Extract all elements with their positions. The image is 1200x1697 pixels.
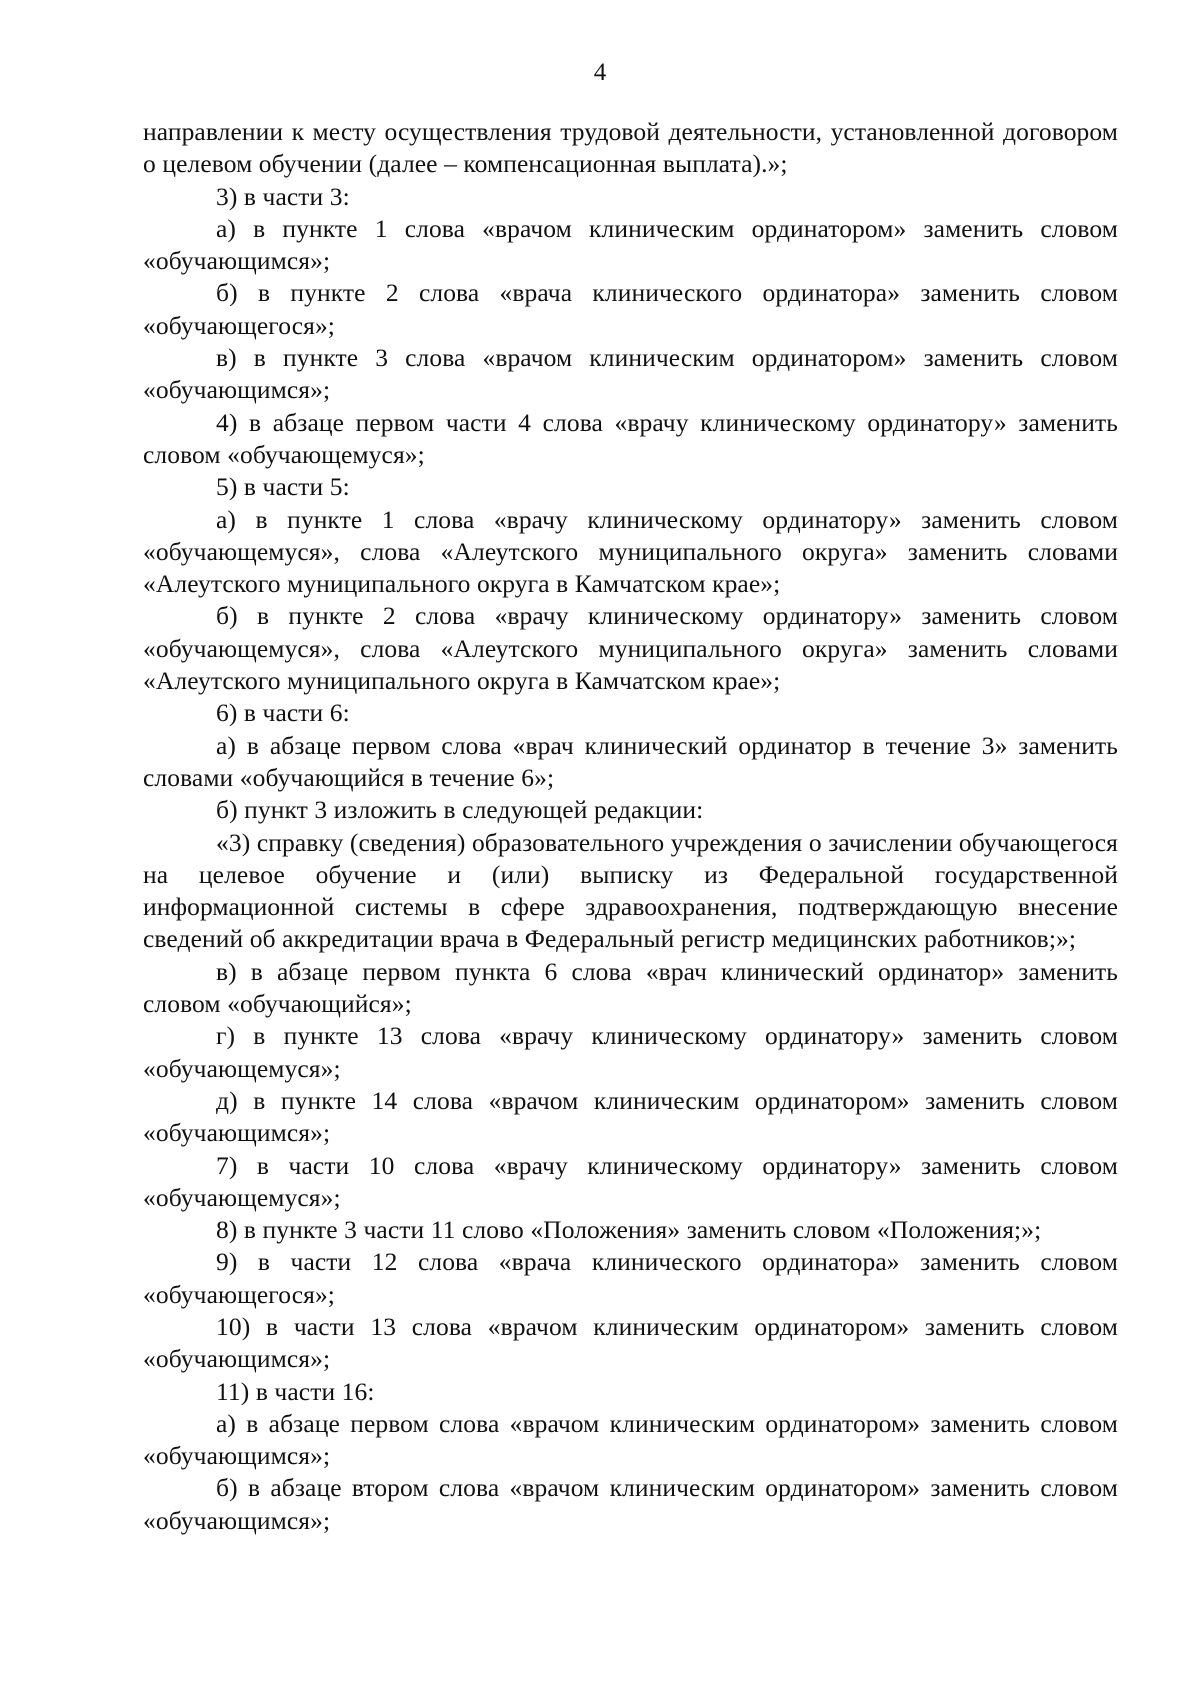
paragraph: г) в пункте 13 слова «врачу клиническому ординатору» заменить словом «обучающемуся»;: [143, 1021, 1118, 1083]
paragraph: б) пункт 3 изложить в следующей редакции:: [216, 795, 704, 825]
paragraph: 6) в части 6:: [216, 698, 350, 728]
paragraph: 3) в части 3:: [216, 181, 350, 211]
paragraph: 9) в части 12 слова «врача клинического ординатора» заменить словом «обучающегося»;: [143, 1247, 1118, 1309]
paragraph: 5) в части 5:: [216, 472, 350, 502]
paragraph: 11) в части 16:: [216, 1376, 375, 1406]
paragraph: а) в абзаце первом слова «врач клинический ординатор в течение 3» заменить словами «обучающийся в течение 6»;: [143, 730, 1118, 792]
paragraph: 8) в пункте 3 части 11 слово «Положения» заменить словом «Положения;»;: [216, 1215, 1042, 1245]
paragraph: а) в пункте 1 слова «врачу клиническому ординатору» заменить словом «обучающемуся», слова «Алеутского муниципального округа» заменить словами «Алеутского муниципального округа в Камчатском крае»;: [143, 504, 1118, 599]
document-body: [143, 116, 1118, 1537]
paragraph: а) в абзаце первом слова «врачом клиническим ординатором» заменить словом «обучающимся»;: [143, 1408, 1118, 1471]
paragraph: в) в абзаце первом пункта 6 слова «врач клинический ординатор» заменить словом «обучающийся»;: [143, 956, 1118, 1019]
paragraph: в) в пункте 3 слова «врачом клиническим ординатором» заменить словом «обучающимся»;: [143, 343, 1118, 405]
paragraph: б) в абзаце втором слова «врачом клиническим ординатором» заменить словом «обучающимся»;: [143, 1473, 1118, 1535]
paragraph: направлении к месту осуществления трудовой деятельности, установленной договором о целевом обучении (далее – компенсационная выплата).»;: [143, 117, 1118, 179]
paragraph: б) в пункте 2 слова «врача клинического ординатора» заменить словом «обучающегося»;: [143, 278, 1118, 340]
paragraph: 10) в части 13 слова «врачом клиническим ординатором» заменить словом «обучающимся»;: [143, 1311, 1118, 1374]
paragraph: 4) в абзаце первом части 4 слова «врачу клиническому ординатору» заменить словом «обучающемуся»;: [143, 407, 1118, 469]
paragraph: 7) в части 10 слова «врачу клиническому ординатору» заменить словом «обучающемуся»;: [143, 1150, 1118, 1212]
paragraph: д) в пункте 14 слова «врачом клиническим ординатором» заменить словом «обучающимся»;: [143, 1085, 1118, 1148]
paragraph: «3) справку (сведения) образовательного учреждения о зачислении обучающегося на целевое обучение и (или) выписку из Федеральной государственной информационной системы в сфере здравоохранения, подтверждающую внесение сведений об аккредитации врача в Федеральный регистр медицинских работников;»;: [143, 827, 1118, 954]
paragraph: б) в пункте 2 слова «врачу клиническому ординатору» заменить словом «обучающемуся», слова «Алеутского муниципального округа» заменить словами «Алеутского муниципального округа в Камчатском крае»;: [143, 601, 1118, 696]
paragraph: а) в пункте 1 слова «врачом клиническим ординатором» заменить словом «обучающимся»;: [143, 213, 1118, 276]
page-number: 4: [593, 59, 607, 86]
